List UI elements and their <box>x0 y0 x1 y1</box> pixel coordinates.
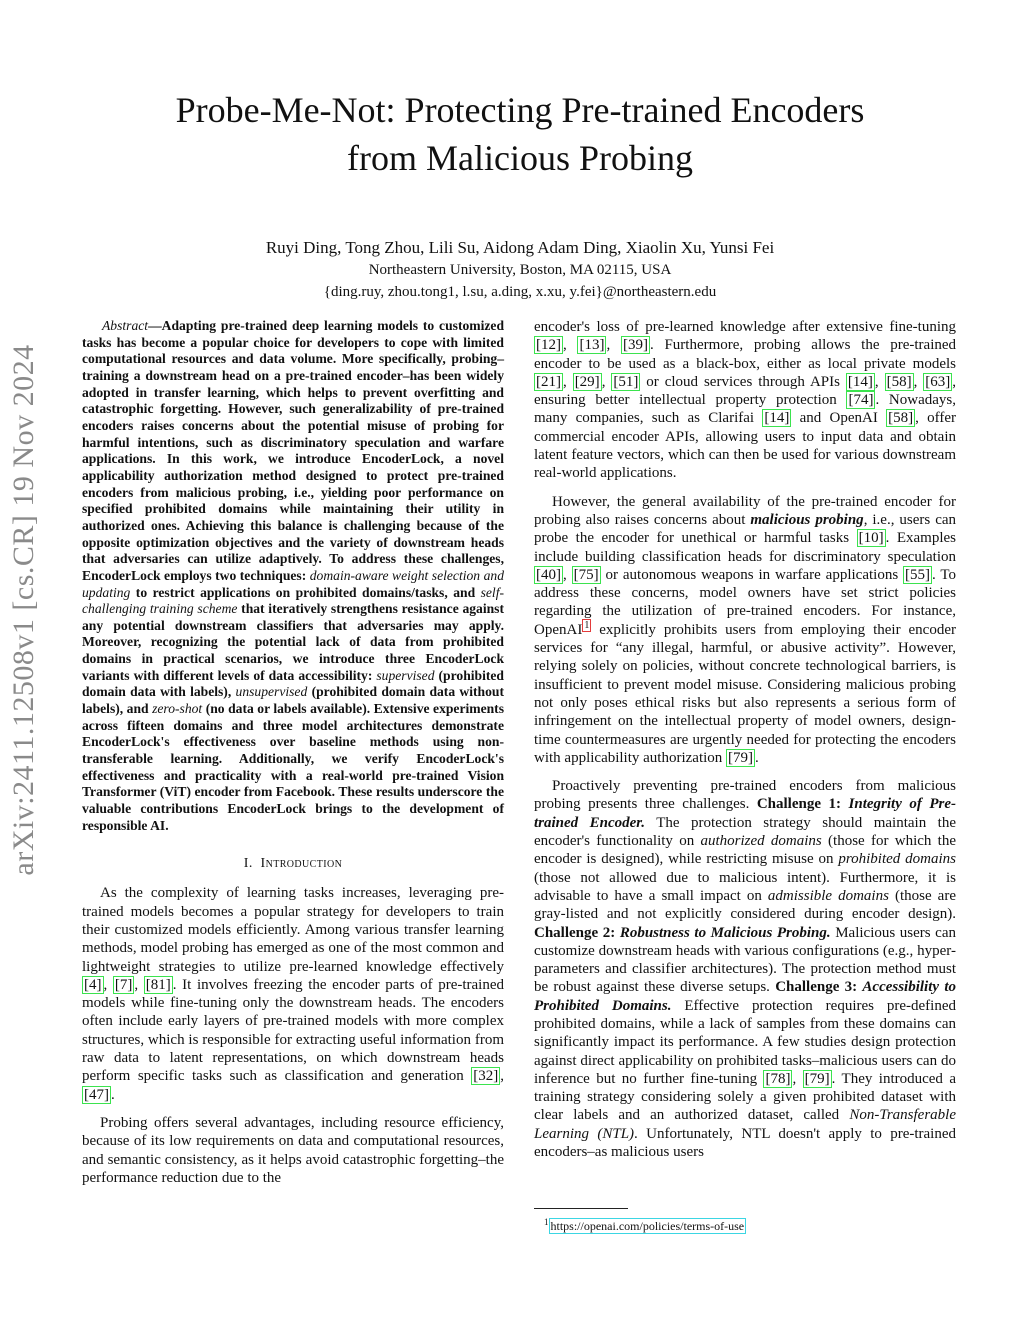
citation-link[interactable]: [14] <box>847 373 873 390</box>
citation-link[interactable]: [29] <box>574 373 600 390</box>
citation-link[interactable]: [63] <box>925 373 951 390</box>
intro-paragraph-3: However, the general availability of the pre-trained encoder for probing also raises concerns about malicious probing, i.e., users can probe the encoder for unethical or harmful tasks [10] . Examples include building classification heads for discriminatory speculation [40] , [75] or autonomous weapons in warfare applications [55] . To address these concerns, model owners have set strict policies regarding the utilization of pre-trained encoders. For instance, OpenAI $^1$ explicitly prohibits users from employing their encoder services for “any illegal, harmful, or abusive activity”. However, relying solely on policies, without concrete technological barriers, is insufficient to prevent model misuse. Considering malicious probing not only poses ethical risks but also represents a serious form of infringement on the intellectual property of model owners, design-time countermeasures are urgently needed for protecting the encoders with applicability authorization [79] . <box>534 493 957 766</box>
left-column <box>82 318 504 1197</box>
paper-title <box>90 86 950 182</box>
intro-paragraph-1: As the complexity of learning tasks increases, leveraging pre-trained models becomes a popular strategy for developers to train their customized models efficiently. Among various transfer learning methods, model probing has emerged as one of the most common and lightweight strategies to utilize pre-learned knowledge effectively [4] , [7] , [81] . It involves freezing the encoder parts of pre-trained models while fine-tuning only the downstream heads. The encoders often include early layers of pre-trained models with more complex structures, which is responsible for extracting useful information from raw data to latent representations, on which downstream heads perform specific tasks such as classification and generation [32] , [47] . <box>82 885 504 1103</box>
citation-link[interactable]: [21] <box>536 373 561 390</box>
abstract: Abstract—Adapting pre-trained deep learning models to customized tasks has become a popular choice for developers to cope with limited computational resources and data volume. More specifically, probing–training a downstream head on a pre-trained encoder–has been widely adopted in transfer learning, which helps to prevent overfitting and catastrophic forgetting. However, such generalizability of pre-trained encoders raises concerns about the potential misuse of probing for harmful intentions, such as discriminatory speculation and warfare applications. In this work, we introduce EncoderLock, a novel applicability authorization method designed to protect pre-trained encoders from malicious probing, i.e., yielding poor performance on specified prohibited domains while maintaining their utility in authorized ones. Achieving this balance is challenging because of the opposite optimization objectives and the variety of downstream heads that adversaries can utilize adaptively. To address these challenges, EncoderLock employs two techniques: domain-aware weight selection and updating to restrict applications on prohibited domains/tasks, and self-challenging training scheme that iteratively strengthens resistance against any potential downstream classifiers that adversaries may apply. Moreover, recognizing the potential lack of data from prohibited domains in practical scenarios, we introduce three EncoderLock variants with different levels of data accessibility: supervised (prohibited domain data with labels), unsupervised (prohibited domain data without labels), and zero-shot (no data or labels available). Extensive experiments across fifteen domains and three model architectures demonstrate EncoderLock's effectiveness over baseline methods using non-transferable learning. Additionally, we verify EncoderLock's effectiveness and practicality with a real-world pre-trained Vision Transformer (ViT) encoder from Facebook. These results underscore the valuable contributions EncoderLock brings to the development of responsible AI. <box>82 318 505 833</box>
intro-paragraph-2: Probing offers several advantages, including resource efficiency, because of its low requirements on data and computational resources, and semantic consistency, as it helps avoid catastrophic forgetting–the performance reduction due to the <box>82 1114 504 1186</box>
affiliation: Northeastern University, Boston, MA 02115, USA <box>368 262 672 278</box>
citation-link[interactable]: [10] <box>858 530 884 547</box>
citation-link[interactable]: [79] <box>804 1070 830 1087</box>
author-list: Ruyi Ding, Tong Zhou, Lili Su, Aidong Adam Ding, Xiaolin Xu, Yunsi Fei <box>265 238 775 257</box>
citation-link[interactable]: [12] <box>536 337 561 354</box>
intro-paragraph-2-continued: encoder's loss of pre-learned knowledge after extensive fine-tuning [12] , [13] , [39] . Furthermore, probing allows the pre-trained encoder to be used as a black-box, either as local private models [21] , [29] , [51] or cloud services through APIs [14] , [58] , [63] , ensuring better intellectual property protection [74] . Nowadays, many companies, such as Clarifai [14] and OpenAI [58] , offer commercial encoder APIs, allowing users to input data and obtain latent feature vectors, which can then be used for various downstream real-world applications. <box>534 319 957 482</box>
citation-link[interactable]: [7] <box>114 976 133 993</box>
citation-link[interactable]: [51] <box>613 373 639 390</box>
citation-link[interactable]: [55] <box>905 566 931 583</box>
intro-paragraph-4: Proactively preventing pre-trained encoders from malicious probing presents three challenges. Challenge 1: Integrity of Pre-trained Encoder. The protection strategy should maintain the encoder's functionality on authorized domains (those for which the encoder is designed), while restricting misuse on prohibited domains (those not allowed due to malicious intent). Furthermore, it is advisable to have a small impact on admissible domains (those are gray-listed and not explicitly considered during encoder design). Challenge 2: Robustness to Malicious Probing. Malicious users can customize downstream heads with various configurations (e.g., hyper-parameters and classifier architectures). The protection method must be robust against these diverse setups. Challenge 3: Accessibility to Prohibited Domains. Effective protection requires pre-defined prohibited domains, while a lack of samples from these domains can significantly impact its performance. A few studies design protection against direct applicability on prohibited tasks–malicious users can do inference but no further fine-tuning [78] , [79] . They introduced a training strategy considering solely a given prohibited dataset with clear labels and an authorized dataset, called Non-Transferable Learning (NTL). Unfortunately, NTL doesn't apply to pre-trained encoders–as malicious users <box>534 778 956 1161</box>
arxiv-watermark: arXiv:2411.12508v1 [cs.CR] 19 Nov 2024 <box>7 344 40 876</box>
footnote-url-link[interactable]: https://openai.com/policies/terms-of-use <box>550 1219 745 1233</box>
footnote: $^1$ https://openai.com/policies/terms-of-use <box>544 1217 745 1233</box>
citation-link[interactable]: [78] <box>765 1070 791 1087</box>
citation-link[interactable]: [58] <box>888 410 914 427</box>
citation-link[interactable]: [4] <box>84 976 102 993</box>
title-line-1: Probe-Me-Not: Protecting Pre-trained Encoders <box>175 90 865 130</box>
citation-link[interactable]: [79] <box>728 749 754 766</box>
title-line-2: from Malicious Probing <box>347 138 693 178</box>
author-emails: {ding.ruy, zhou.tong1, l.su, a.ding, x.xu, y.fei}@northeastern.edu <box>323 284 717 300</box>
citation-link[interactable]: [47] <box>84 1086 109 1103</box>
citation-link[interactable]: [40] <box>536 566 561 583</box>
footnote-divider <box>534 1208 628 1209</box>
abstract-label: Abstract <box>102 318 149 333</box>
footnote-marker[interactable]: 1 <box>584 619 590 631</box>
citation-link[interactable]: [81] <box>145 976 171 993</box>
citation-link[interactable]: [75] <box>573 566 599 583</box>
right-column <box>534 318 956 1171</box>
section-heading-introduction: I. Introduction <box>243 856 343 872</box>
citation-link[interactable]: [39] <box>622 337 648 354</box>
citation-link[interactable]: [13] <box>579 337 605 354</box>
citation-link[interactable]: [14] <box>764 410 790 427</box>
citation-link[interactable]: [74] <box>848 392 874 409</box>
citation-link[interactable]: [58] <box>886 373 912 390</box>
citation-link[interactable]: [32] <box>473 1068 499 1085</box>
